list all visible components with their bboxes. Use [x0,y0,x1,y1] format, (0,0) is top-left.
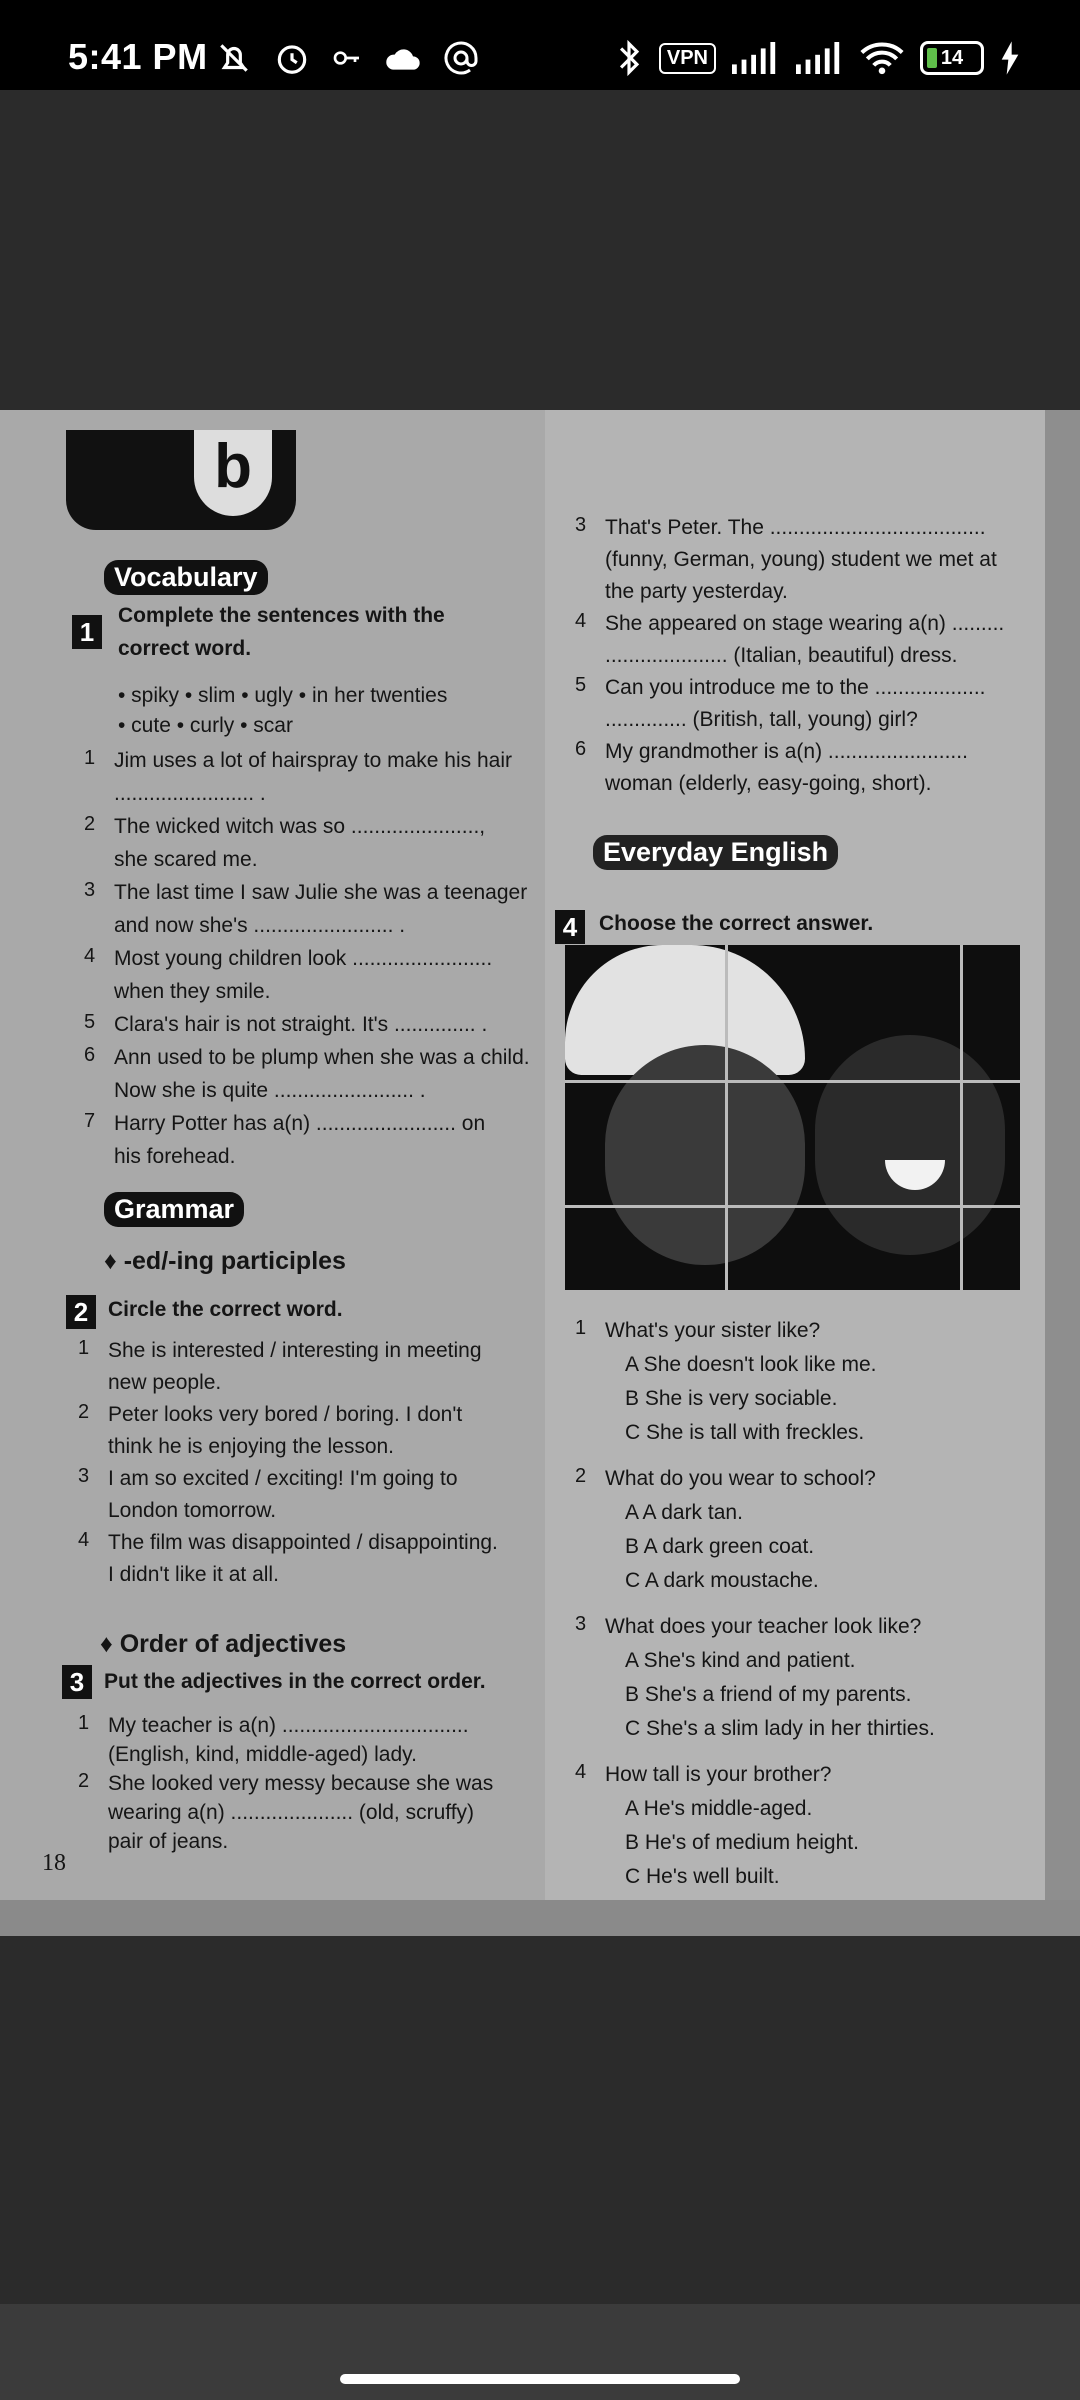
item-text: Clara's hair is not straight. It's .............. . [114,1013,488,1036]
list-item [84,976,524,1009]
muted-icon [215,39,253,77]
signal-icon [796,42,844,74]
page-left [0,410,545,1900]
list-item [84,877,528,910]
item-number: 1 [78,1337,90,1359]
item-number: 2 [84,813,96,835]
textbook-photo[interactable] [0,410,1080,1936]
item-text: She looked very messy because she was [108,1772,494,1795]
answer-option[interactable]: A A dark tan. [625,1501,743,1524]
page-number: 18 [42,1850,66,1876]
status-time: 5:41 PM [68,36,208,77]
question-block [565,1759,1035,1907]
answer-option[interactable]: B A dark green coat. [625,1535,815,1558]
answer-option[interactable]: C He's well built. [625,1865,780,1888]
item-number: 3 [84,879,96,901]
question-text: How tall is your brother? [605,1763,832,1786]
item-number: 4 [575,610,587,632]
item-number: 4 [84,945,96,967]
answer-option[interactable]: B He's of medium height. [625,1831,859,1854]
list-item [78,1431,518,1463]
item-text: That's Peter. The ..................................... [605,516,986,539]
exercise-3-continued [575,512,1035,800]
navigation-bar [0,2304,1080,2400]
grammar-items [78,1335,518,1591]
word-bank-row-1: • spiky • slim • ugly • in her twenties [118,684,448,707]
item-number: 3 [78,1465,90,1487]
item-number: 5 [575,674,587,696]
alarm-icon [273,39,311,77]
item-text: she scared me. [114,848,258,871]
item-text: Peter looks very bored / boring. I don't [108,1403,463,1426]
item-text: The film was disappointed / disappointing. [108,1531,498,1554]
status-icons-left [215,38,479,78]
exercise-1-instruction: Complete the sentences with the correct word. [118,604,445,660]
at-icon [443,40,479,76]
list-item [575,608,1035,640]
item-text: woman (elderly, easy-going, short). [605,772,932,795]
question-number: 1 [575,1317,587,1339]
item-number: 7 [84,1110,96,1132]
list-item [575,736,1035,768]
item-text: Ann used to be plump when she was a child. [114,1046,530,1069]
person-right [815,1035,1005,1255]
item-text: She appeared on stage wearing a(n) ......... [605,612,1005,635]
item-number: 1 [84,747,96,769]
item-number: 3 [575,514,587,536]
list-item [575,576,1035,608]
list-item [575,544,1035,576]
answer-option[interactable]: A He's middle-aged. [625,1797,813,1820]
item-text: and now she's ........................ . [114,914,406,937]
item-text: Most young children look ........................ [114,947,493,970]
cloud-icon [383,42,423,74]
vocabulary-heading: Vocabulary [104,560,268,595]
item-text: (English, kind, middle-aged) lady. [108,1743,417,1766]
word-bank-row-2: • cute • curly • scar [118,714,293,737]
item-text: his forehead. [114,1145,236,1168]
bluetooth-icon [615,39,643,77]
list-item [575,768,1035,800]
list-item [84,811,524,844]
photo-two-people [565,945,1020,1290]
list-item [575,512,1035,544]
exercise-3-instruction: Put the adjectives in the correct order. [104,1670,486,1693]
list-item [78,1768,518,1797]
list-item [575,672,1035,704]
item-number: 2 [78,1770,90,1792]
everyday-english-heading: Everyday English [593,835,838,870]
list-item [84,910,524,943]
answer-option[interactable]: B She's a friend of my parents. [625,1683,912,1706]
list-item [575,704,1035,736]
item-text: Jim uses a lot of hairspray to make his hair [114,749,512,772]
signal-icon [732,42,780,74]
question-block [565,1463,1035,1611]
question-number: 3 [575,1613,587,1635]
exercise-2-instruction: Circle the correct word. [108,1298,343,1321]
item-text: I am so excited / exciting! I'm going to [108,1467,458,1490]
item-number: 6 [84,1044,96,1066]
item-text: wearing a(n) ..................... (old, scruffy) [108,1801,475,1824]
item-number: 6 [575,738,587,760]
item-text: think he is enjoying the lesson. [108,1435,395,1458]
item-text: (funny, German, young) student we met at [605,548,997,571]
list-item [78,1367,518,1399]
unit-logo: b [66,430,296,530]
list-item [84,1042,530,1075]
list-item [78,1797,518,1826]
item-text: The wicked witch was so ......................, [114,815,486,838]
viewer-background-top [0,90,1080,410]
item-text: Can you introduce me to the ................... [605,676,986,699]
list-item [84,1141,524,1174]
item-number: 2 [78,1401,90,1423]
question-block [565,1611,1035,1759]
item-number: 1 [78,1712,90,1734]
item-text: She is interested / interesting in meeting [108,1339,482,1362]
question-text: What do you wear to school? [605,1467,876,1490]
list-item [78,1495,518,1527]
item-text: The last time I saw Julie she was a teenager [114,881,528,904]
list-item [78,1739,518,1768]
home-indicator[interactable] [340,2374,740,2384]
status-icons-right [615,36,1020,80]
list-item [78,1710,518,1739]
vocabulary-items [84,745,530,1174]
item-text: My grandmother is a(n) ........................ [605,740,968,763]
list-item [78,1826,518,1855]
list-item [575,640,1035,672]
page-shadow [0,1900,1080,1936]
exercise-4-instruction: Choose the correct answer. [599,912,874,935]
participles-subheading: ♦ -ed/-ing participles [104,1247,346,1275]
list-item [78,1559,518,1591]
answer-option[interactable]: A She's kind and patient. [625,1649,856,1672]
answer-option[interactable]: B She is very sociable. [625,1387,838,1410]
battery-icon: 14 [920,41,984,75]
item-text: Harry Potter has a(n) ........................ on [114,1112,486,1135]
list-item [78,1527,518,1559]
exercise-4-number: 4 [555,910,585,944]
exercise-2-number: 2 [66,1295,96,1329]
person-left [605,1045,805,1265]
list-item [78,1399,518,1431]
item-text: Now she is quite ........................ . [114,1079,426,1102]
item-text: the party yesterday. [605,580,788,603]
key-icon [331,42,363,74]
item-text: My teacher is a(n) ................................ [108,1714,469,1737]
item-text: I didn't like it at all. [108,1563,279,1586]
exercise-4-questions [565,1315,1035,1907]
item-text: London tomorrow. [108,1499,277,1522]
item-text: ........................ . [114,782,266,805]
answer-option[interactable]: C She's a slim lady in her thirties. [625,1717,935,1740]
question-number: 2 [575,1465,587,1487]
charging-icon [1000,41,1020,75]
item-number: 4 [78,1529,90,1551]
order-subheading: ♦ Order of adjectives [100,1630,347,1658]
list-item [84,1075,524,1108]
item-text: ..................... (Italian, beautiful) dress. [605,644,958,667]
answer-option[interactable]: C She is tall with freckles. [625,1421,865,1444]
list-item [84,745,524,778]
grammar-heading: Grammar [104,1192,244,1227]
item-text: when they smile. [114,980,271,1003]
list-item [84,1009,524,1042]
status-bar [0,0,1080,90]
exercise-3-number: 3 [62,1665,92,1699]
vpn-badge: VPN [659,43,716,74]
wifi-icon [860,41,904,75]
list-item [84,778,524,811]
list-item [78,1335,518,1367]
exercise-3-items [78,1710,518,1855]
list-item [78,1463,518,1495]
question-text: What's your sister like? [605,1319,821,1342]
item-text: .............. (British, tall, young) girl? [605,708,918,731]
question-block [565,1315,1035,1463]
item-number: 5 [84,1011,96,1033]
answer-option[interactable]: C A dark moustache. [625,1569,819,1592]
exercise-1-number: 1 [72,615,102,649]
list-item [84,943,524,976]
answer-option[interactable]: A She doesn't look like me. [625,1353,877,1376]
question-text: What does your teacher look like? [605,1615,922,1638]
item-text: new people. [108,1371,222,1394]
list-item [84,1108,524,1141]
list-item [84,844,524,877]
question-number: 4 [575,1761,587,1783]
item-text: pair of jeans. [108,1830,229,1853]
